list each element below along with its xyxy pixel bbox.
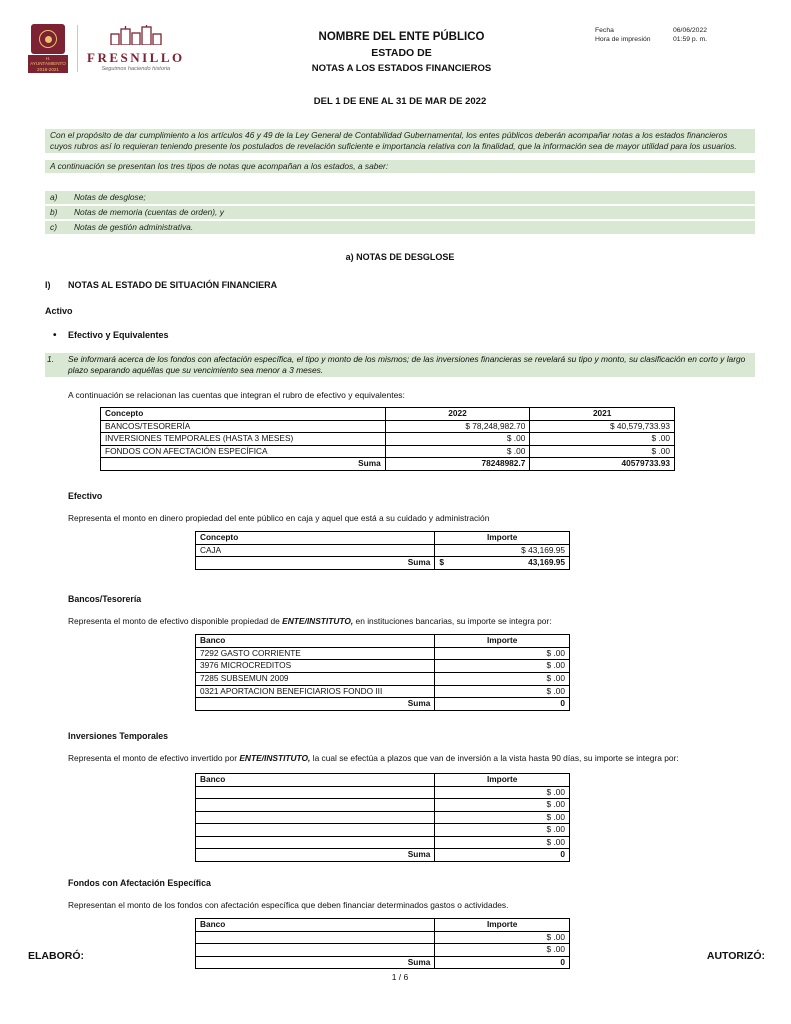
table-cell: $ 78,248,982.70 [385,420,530,433]
bancos-description [68,616,755,626]
table-cell: $ .00 [435,944,570,957]
table-row [196,685,570,698]
table-cell: 7292 GASTO CORRIENTE [196,647,435,660]
table-efectivo [195,531,570,570]
suma-value: 0 [435,698,570,711]
table-footer-row [196,849,570,862]
table-cell: BANCOS/TESORERÍA [101,420,386,433]
table-fondos [195,918,570,970]
table-body [196,647,570,697]
table-cell [196,836,435,849]
table-row [196,836,570,849]
bullet-icon [53,330,68,341]
suma-value: 43,169.95 [528,557,565,568]
list-text: Notas de memoria (cuentas de orden), y [74,206,224,217]
ente-instituto-label: ENTE/INSTITUTO, [239,752,311,763]
report-subtitle: NOTAS A LOS ESTADOS FINANCIEROS [311,63,492,74]
heading-fondos-afectacion: Fondos con Afectación Específica [68,877,211,888]
print-metadata [595,24,755,45]
table-cell [196,824,435,837]
table-cell [196,944,435,957]
ente-instituto-label: ENTE/INSTITUTO, [282,615,354,626]
table-row [196,944,570,957]
heading-text: Efectivo y Equivalentes [68,329,169,340]
heading-activo: Activo [45,305,73,316]
desc-text: en instituciones bancarias, su importe se integra por: [353,615,552,626]
table-row [196,647,570,660]
column-header: Banco [196,918,435,931]
intro-paragraph-1: Con el propósito de dar cumplimiento a los artículos 46 y 49 de la Ley General de Contabilidad Gubernamental, los entes públicos deberán acompañar notas a los estados financieros cuyos rubros así lo requieran teniendo presente los postulados de revelación suficiente e importancia relativa con la finalidad, que la información sea de mayor utilidad para los usuarios. [45,129,755,153]
table-row [196,931,570,944]
list-item [45,206,755,219]
fondos-description: Representan el monto de los fondos con afectación específica que deben financiar determinados gastos o actividades. [68,899,509,910]
column-header: Importe [435,531,570,544]
desc-text: Representa el monto de efectivo disponible propiedad de [68,615,283,626]
suma-value-2021: 40579733.93 [530,458,675,471]
table-row [101,445,675,458]
table-cell: $ .00 [385,433,530,446]
table-cell [196,799,435,812]
list-item [45,191,755,204]
table-row [196,811,570,824]
table-cell [196,811,435,824]
table-cell: $ 40,579,733.93 [530,420,675,433]
list-text: Notas de gestión administrativa. [74,221,194,232]
efectivo-description: Representa el monto en dinero propiedad del ente público en caja y aquel que está a su cuidado y administración [68,512,490,523]
desc-text: Representa el monto de efectivo invertido por [68,752,240,763]
list-letter: c) [50,221,57,232]
table-body [196,786,570,849]
table-cell: $ .00 [435,685,570,698]
suma-label: Suma [196,557,435,570]
table-row [196,544,570,557]
table-cell: INVERSIONES TEMPORALES (HASTA 3 MESES) [101,433,386,446]
print-time-row [595,36,755,43]
table-header-row [196,918,570,931]
autorizo-signature-label: AUTORIZÓ: [706,950,765,962]
heading-bancos-tesoreria: Bancos/Tesorería [68,593,142,604]
table-header-row [196,531,570,544]
table-body [101,420,675,458]
heading-situacion-financiera [45,280,755,290]
intro-section [45,129,755,234]
list-text: Notas de desglose; [74,191,146,202]
heading-text: NOTAS AL ESTADO DE SITUACIÓN FINANCIERA [68,279,278,290]
print-time-label: Hora de impresión [595,36,651,43]
list-letter: a) [50,191,58,202]
column-header: Importe [435,773,570,786]
list-letter: b) [50,206,58,217]
suma-value: 0 [435,956,570,969]
heading-numeral: I) [45,279,51,290]
suma-label: Suma [196,956,435,969]
title-block [208,24,595,74]
table-row [101,433,675,446]
table-cell: $ .00 [435,811,570,824]
table-header-row [196,634,570,647]
suma-label: Suma [196,849,435,862]
table-cell: $ .00 [435,647,570,660]
note-text: Se informará acerca de los fondos con afectación específica, el tipo y monto de los mismos; de las inversiones financieras se revelará su tipo y monto, su clasificación en corto y largo plazo separando aquéllas que su vencimiento sea menor a 3 meses. [68,353,746,375]
table-cell [196,786,435,799]
desc-text: la cual se efectúa a plazos que van de inversión a la vista hasta 90 días, su importe se integra por: [310,752,679,763]
note-number: 1. [47,353,54,364]
table-cell: $ .00 [435,660,570,673]
table-footer-row [196,557,570,570]
table-inversiones [195,773,570,862]
table-cell: $ .00 [435,786,570,799]
table-row [196,660,570,673]
table-footer-row [101,458,675,471]
table-cell: $ .00 [435,672,570,685]
table-row [196,799,570,812]
table-cell: FONDOS CON AFECTACIÓN ESPECÍFICA [101,445,386,458]
print-time-value: 01:59 p. m. [673,36,708,43]
suma-label: Suma [101,458,386,471]
suma-value-2022: 78248982.7 [385,458,530,471]
lead-paragraph: A continuación se relacionan las cuentas que integran el rubro de efectivo y equivalentes: [68,389,405,400]
heading-efectivo: Efectivo [68,490,103,501]
table-cell [196,931,435,944]
table-cell: $ 43,169.95 [435,544,570,557]
table-header-row [101,407,675,420]
table-bancos [195,634,570,711]
fresnillo-wordmark: FRESNILLO [87,49,185,65]
intro-paragraph-2: A continuación se presentan los tres tipos de notas que acompañan a los estados, a saber: [45,160,755,173]
table-cell: $ .00 [435,824,570,837]
column-header: Importe [435,634,570,647]
table-cell: CAJA [196,544,435,557]
suma-value: 0 [435,849,570,862]
buildings-icon [107,25,165,45]
table-footer-row [196,956,570,969]
list-item [45,221,755,234]
column-header: 2022 [385,407,530,420]
print-date-row [595,27,755,34]
table-cell: 0321 APORTACION BENEFICIARIOS FONDO III [196,685,435,698]
page-header [28,24,755,74]
inversiones-description [68,753,755,763]
table-cell: 3976 MICROCREDITOS [196,660,435,673]
seal-caption: H. AYUNTAMIENTO 2018-2021 [28,55,68,73]
column-header: Importe [435,918,570,931]
table-cell: $ .00 [385,445,530,458]
table-cell: $ .00 [530,445,675,458]
heading-inversiones-temporales: Inversiones Temporales [68,730,169,741]
entity-title: NOMBRE DEL ENTE PÚBLICO [318,31,485,43]
seal-crest-icon [31,24,65,54]
report-period: DEL 1 DE ENE AL 31 DE MAR DE 2022 [313,96,487,107]
column-header: 2021 [530,407,675,420]
table-row [196,672,570,685]
table-body [196,931,570,956]
print-date-value: 06/06/2022 [673,27,708,34]
note-1 [45,353,755,377]
suma-label: Suma [196,698,435,711]
column-header: Banco [196,634,435,647]
table-footer-row [196,698,570,711]
table-header-row [196,773,570,786]
heading-notas-desglose: a) NOTAS DE DESGLOSE [345,251,455,262]
print-date-label: Fecha [595,27,614,34]
fresnillo-tagline: Seguimos haciendo historia [101,65,171,72]
table-cell: 7285 SUBSEMUN 2009 [196,672,435,685]
suma-amount [435,557,570,570]
table-row [196,824,570,837]
table-cell: $ .00 [435,836,570,849]
elaboro-signature-label: ELABORÓ: [28,950,84,962]
table-efectivo-equivalentes [100,407,675,471]
table-row [101,420,675,433]
heading-efectivo-equivalentes [45,330,755,341]
statement-title: ESTADO DE [371,47,432,59]
table-row [196,786,570,799]
fresnillo-logo [77,25,185,72]
table-body [196,544,570,557]
table-cell: $ .00 [435,799,570,812]
column-header: Banco [196,773,435,786]
municipal-seal-logo [28,24,68,73]
column-header: Concepto [101,407,386,420]
notes-type-list [45,191,755,234]
table-cell: $ .00 [530,433,675,446]
column-header: Concepto [196,531,435,544]
logo-group [28,24,208,73]
page-number: 1 / 6 [391,972,409,983]
currency-symbol: $ [439,557,444,568]
table-cell: $ .00 [435,931,570,944]
